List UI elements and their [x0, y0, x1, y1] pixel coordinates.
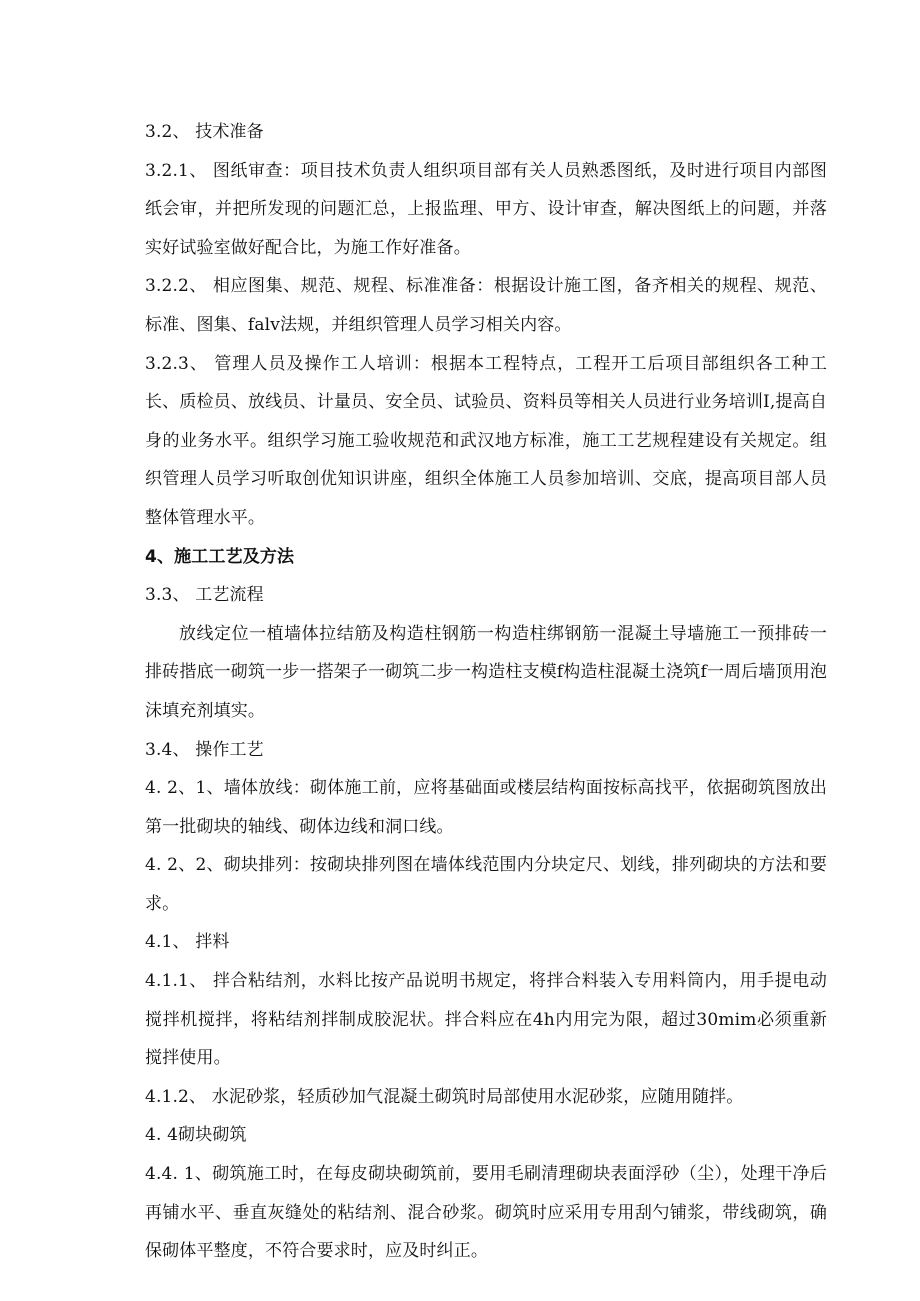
section-4-4-heading: 4. 4砌块砌筑 — [145, 1125, 247, 1146]
section-4-heading: 4、施工工艺及方法 — [145, 546, 295, 567]
paragraph-3-2-2: 3.2.2、 相应图集、规范、规程、标准准备：根据设计施工图，备齐相关的规程、规范、标准、图集、falv法规，并组织管理人员学习相关内容。 — [145, 276, 827, 335]
paragraph-3-2-3: 3.2.3、 管理人员及操作工人培训：根据本工程特点，工程开工后项目部组织各工种工长、质检员、放线员、计量员、安全员、试验员、资料员等相关人员进行业务培训I,提高自身的业务水平。组织学习施工验收规范和武汉地方标准，施工工艺规程建设有关规定。组织管理人员学习听取创优知识讲座，组织全体施工人员参加培训、交底，提高项目部人员整体管理水平。 — [145, 353, 827, 528]
section-3-4-heading: 3.4、 操作工艺 — [145, 739, 264, 760]
paragraph-4-4-1: 4.4. 1、砌筑施工时，在每皮砌块砌筑前，要用毛刷清理砌块表面浮砂（尘），处理干净后再铺水平、垂直灰缝处的粘结剂、混合砂浆。砌筑时应采用专用刮勺铺浆，带线砌筑，确保砌体平整度，不符合要求时，应及时纠正。 — [145, 1164, 827, 1262]
process-flow-paragraph: 放线定位一植墙体拉结筋及构造柱钢筋一构造柱绑钢筋一混凝土导墙施工一预排砖一排砖揩底一砌筑一步一搭架子一砌筑二步一构造柱支模f构造柱混凝土浇筑f一周后墙顶用泡沫填充剂填实。 — [145, 623, 827, 721]
section-4-1-heading: 4.1、 拌料 — [145, 932, 230, 953]
paragraph-4-1-1: 4.1.1、 拌合粘结剂，水料比按产品说明书规定，将拌合料装入专用料筒内，用手提电动搅拌机搅拌，将粘结剂拌制成胶泥状。拌合料应在4h内用完为限，超过30mim必须重新搅拌使用。 — [145, 971, 827, 1069]
section-3-3-heading: 3.3、 工艺流程 — [145, 585, 264, 606]
paragraph-3-2-1: 3.2.1、 图纸审查：项目技术负责人组织项目部有关人员熟悉图纸，及时进行项目内部图纸会审，并把所发现的问题汇总，上报监理、甲方、设计审查，解决图纸上的问题，并落实好试验室做好配合比，为施工作好准备。 — [145, 160, 827, 258]
paragraph-4-2-2: 4. 2、2、砌块排列：按砌块排列图在墙体线范围内分块定尺、划线，排列砌块的方法和要求。 — [145, 855, 827, 914]
paragraph-4-2-1: 4. 2、1、墙体放线：砌体施工前，应将基础面或楼层结构面按标高找平，依据砌筑图放出第一批砌块的轴线、砌体边线和洞口线。 — [145, 778, 827, 837]
document-page — [145, 113, 827, 1271]
section-3-2-heading: 3.2、 技术准备 — [145, 122, 264, 142]
paragraph-4-1-2: 4.1.2、 水泥砂浆，轻质砂加气混凝土砌筑时局部使用水泥砂浆，应随用随拌。 — [145, 1086, 744, 1107]
